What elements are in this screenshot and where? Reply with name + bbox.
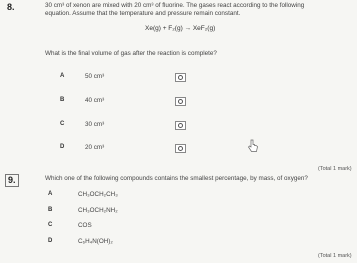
question-8-equation: Xe(g) + F₂(g) → XeF₂(g) [145, 25, 216, 32]
q8-option-b-text: 40 cm³ [85, 97, 105, 104]
q9-option-c-letter: C [48, 222, 53, 228]
q8-option-b-letter: B [60, 97, 65, 103]
q8-option-a-radio[interactable] [175, 73, 186, 82]
pointer-cursor-icon [247, 139, 259, 153]
question-8-prompt: What is the final volume of gas after the reaction is complete? [45, 50, 217, 57]
q8-option-c-text: 30 cm³ [85, 121, 105, 128]
q8-option-c-radio[interactable] [175, 121, 186, 130]
q9-option-a-text: CH₃OCH₂CH₃ [78, 191, 118, 198]
q9-option-c-text: COS [78, 222, 92, 229]
q9-option-d-letter: D [48, 238, 53, 244]
q8-option-a-letter: A [60, 73, 65, 79]
question-8-stem-line-1: 30 cm³ of xenon are mixed with 20 cm³ of fluorine. The gases react according to the following [45, 2, 305, 9]
q8-option-d-letter: D [60, 144, 65, 150]
question-8-stem-line-2: equation. Assume that the temperature and pressure remain constant. [45, 10, 241, 17]
question-8-number: 8. [7, 2, 15, 12]
q8-option-b-radio[interactable] [175, 97, 186, 106]
q9-option-b-letter: B [48, 207, 53, 213]
q8-option-d-radio[interactable] [175, 144, 186, 153]
question-8-total-marks: (Total 1 mark) [318, 166, 352, 172]
q8-option-d-text: 20 cm³ [85, 144, 105, 151]
question-9-total-marks: (Total 1 mark) [318, 253, 352, 259]
q8-option-a-text: 50 cm³ [85, 73, 105, 80]
q9-option-a-letter: A [48, 191, 53, 197]
radio-button-icon [178, 99, 183, 104]
radio-button-icon [178, 123, 183, 128]
q8-option-c-letter: C [60, 121, 65, 127]
radio-button-icon [178, 75, 183, 80]
radio-button-icon [178, 146, 183, 151]
q9-option-d-text: C₆H₄N(OH)₂ [78, 238, 113, 245]
q9-option-b-text: CH₃OCH₂NH₂ [78, 207, 118, 214]
question-9-number: 9. [5, 174, 19, 187]
question-9-stem: Which one of the following compounds contains the smallest percentage, by mass, of oxygen? [45, 175, 308, 182]
